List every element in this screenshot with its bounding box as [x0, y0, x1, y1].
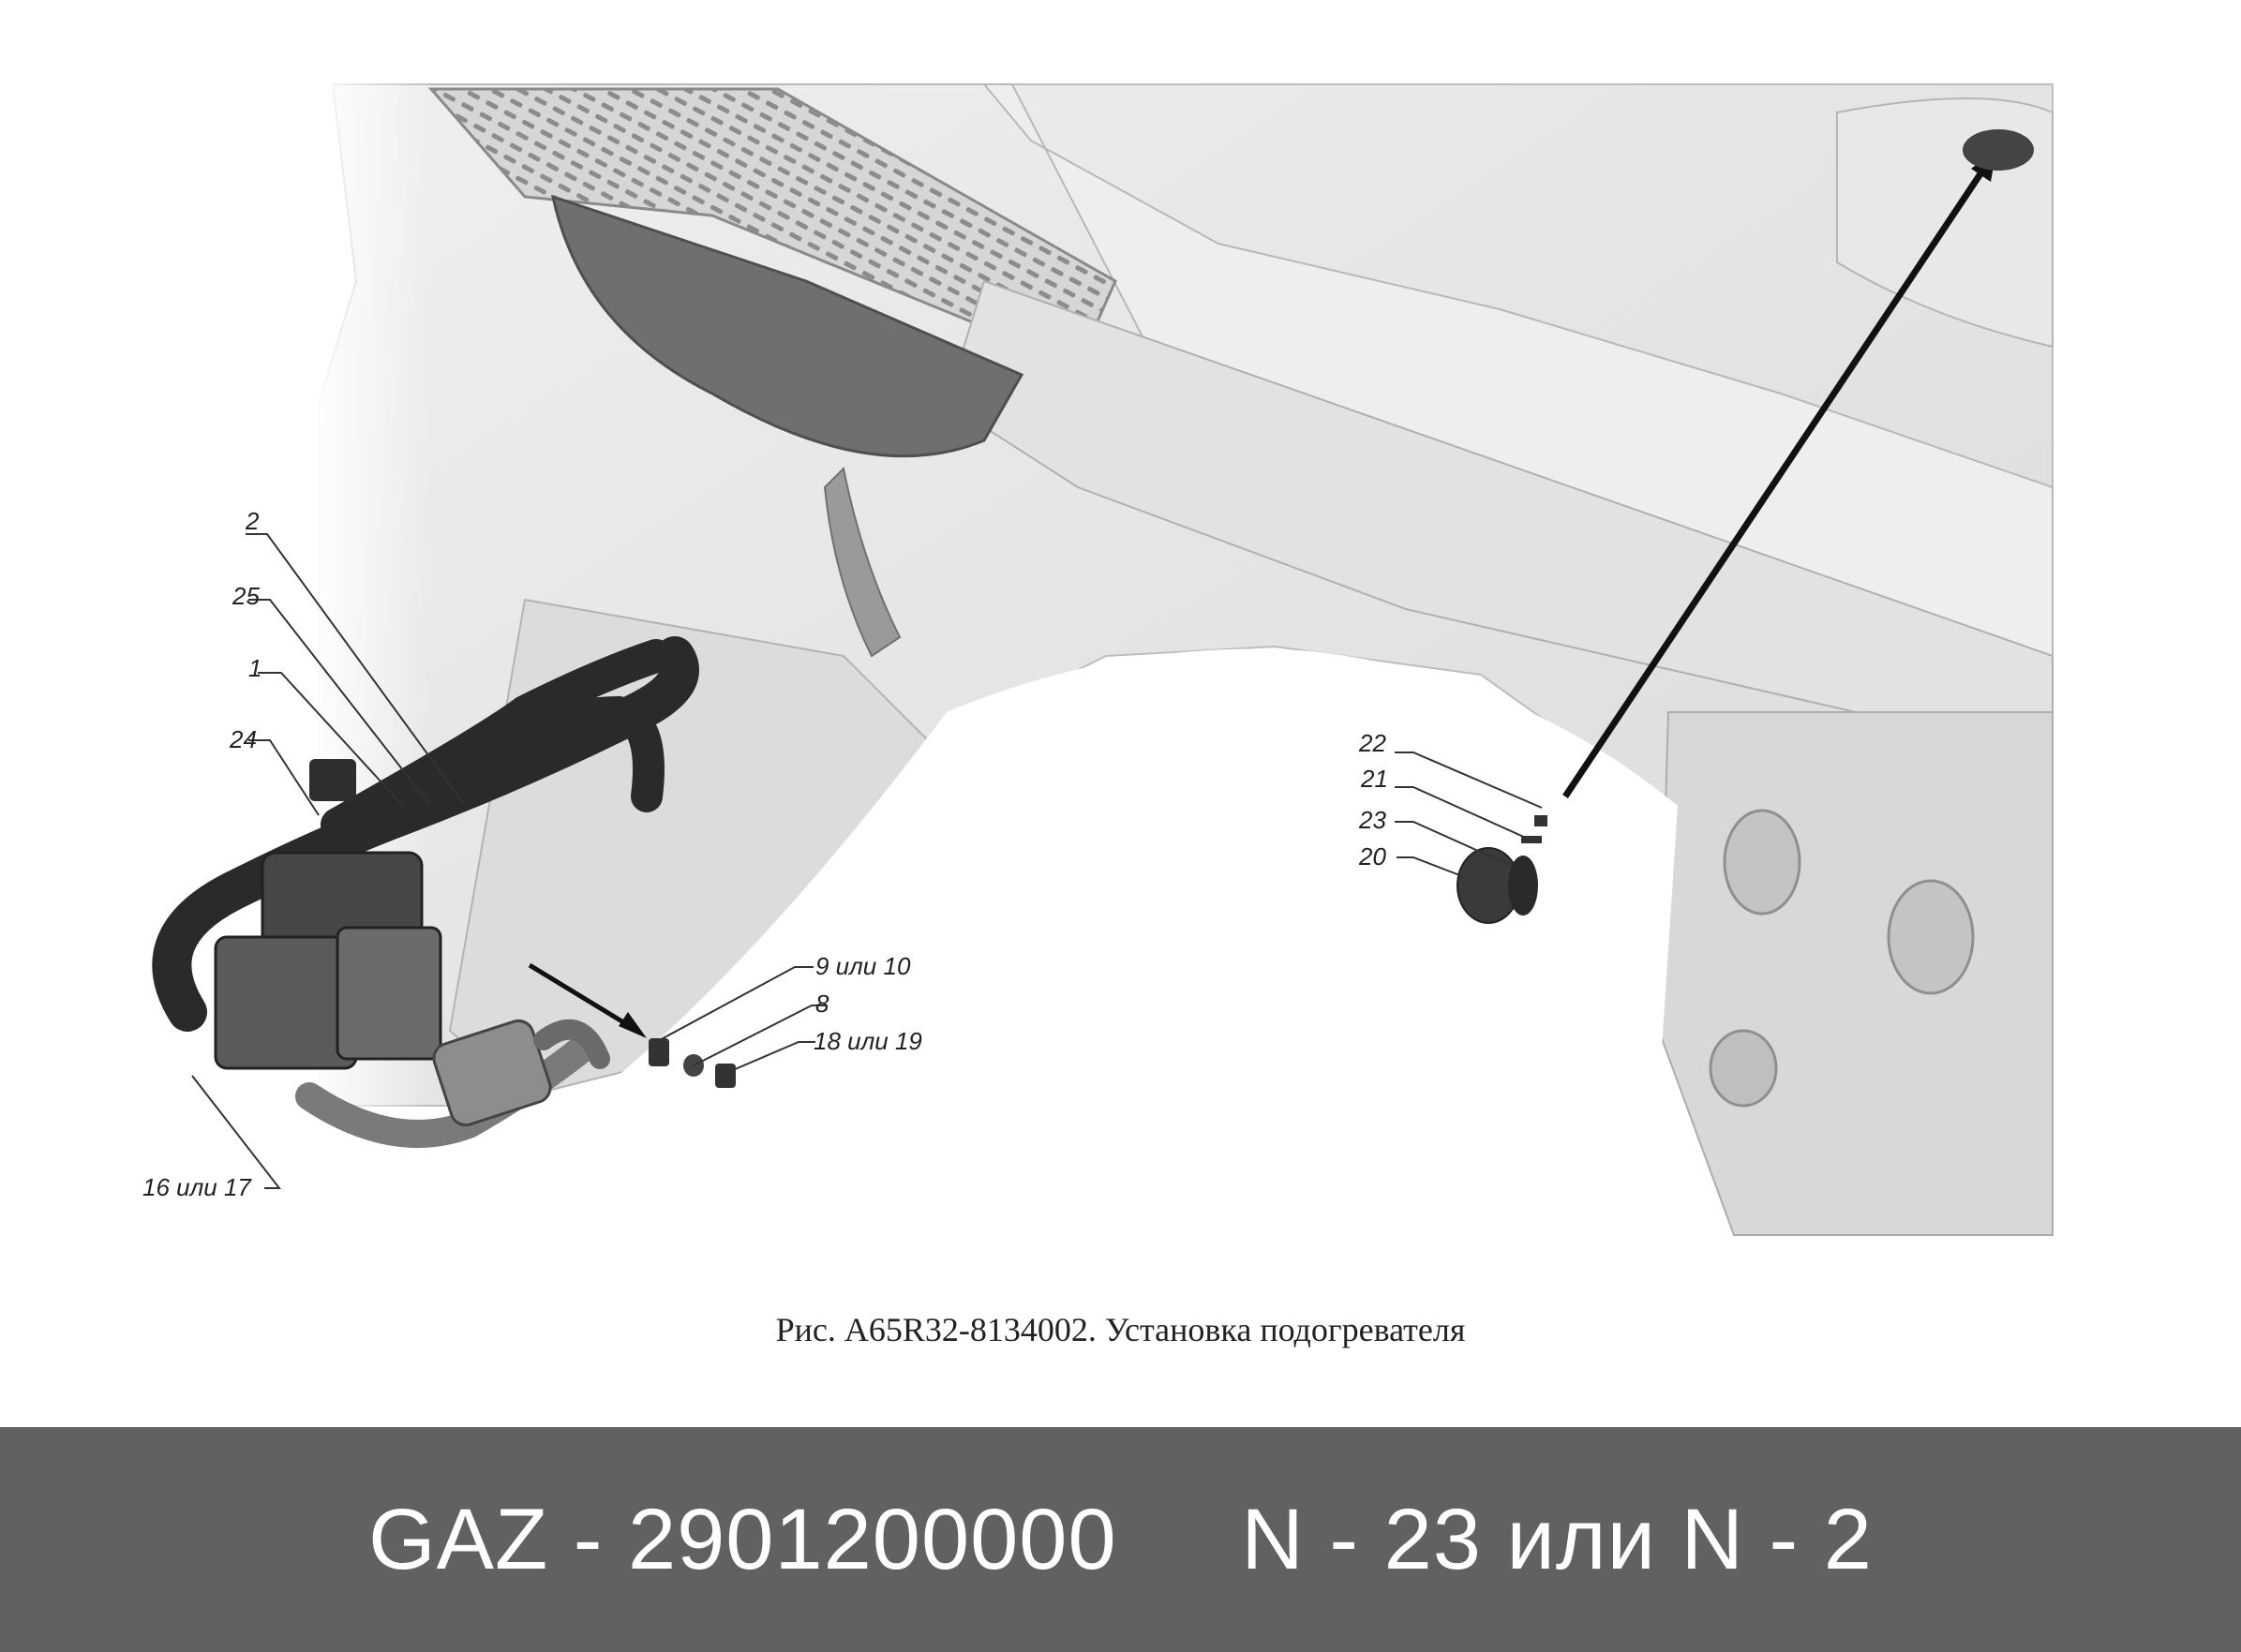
- callout-8: 8: [815, 990, 829, 1018]
- callout-23: 23: [1359, 806, 1386, 834]
- callout-22: 22: [1359, 729, 1386, 757]
- callout-16-or-17: 16 или 17: [142, 1173, 251, 1201]
- part-number-text: GAZ - 2901200000 N - 23 или N - 2: [368, 1491, 1873, 1587]
- callout-9-or-10: 9 или 10: [815, 952, 911, 980]
- callout-24: 24: [230, 725, 257, 753]
- callout-25: 25: [232, 582, 260, 610]
- footer-banner: [0, 1427, 2241, 1652]
- figure-caption: Рис. А65R32-8134002. Установка подогревателя: [775, 1311, 1466, 1348]
- callout-1: 1: [248, 654, 262, 682]
- callout-21: 21: [1361, 765, 1388, 793]
- callout-20: 20: [1359, 842, 1386, 871]
- callout-2: 2: [246, 507, 260, 535]
- callout-18-or-19: 18 или 19: [814, 1027, 922, 1055]
